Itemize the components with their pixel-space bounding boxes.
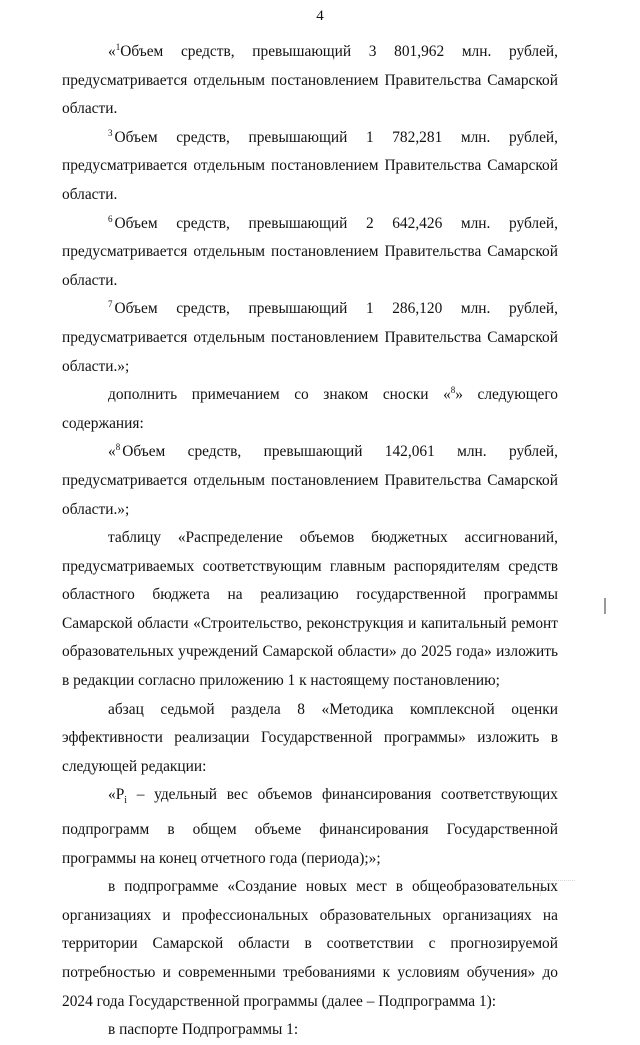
subprogram-paragraph: в подпрограмме «Создание новых мест в общеобразовательных организациях и профессиональных образовательных организациях на территории Самарской области в соответствии с прогнозируемой потребностью и современными требованиями к условиям обучения» до 2024 года Государственной программы (далее – Подпрограмма 1): [62, 878, 558, 1010]
footnote-3-paragraph [62, 124, 558, 210]
paragraph-text-after: » следующего содержания: [62, 386, 558, 432]
footnote-marker: 1 [115, 42, 121, 52]
page-number: 4 [316, 8, 324, 24]
footnote-marker: 8 [450, 385, 456, 396]
paragraph-text-before: «P [108, 786, 125, 804]
footnote-marker: 7 [108, 299, 113, 310]
subscript: i [124, 795, 128, 807]
footnote-marker: 8 [115, 442, 121, 453]
opening-quote: « [108, 443, 116, 461]
footnote-6-paragraph [62, 210, 558, 296]
scan-speck [535, 880, 575, 887]
paragraph-text: Объем средств, превышающий 1 286,120 млн. рублей, предусматривается отдельным постановлением Правительства Самарской области.»; [62, 300, 558, 375]
section-8-paragraph: абзац седьмой раздела 8 «Методика комплексной оценки эффективности реализации Государственной программы» изложить в следующей редакции: [62, 700, 558, 775]
paragraph-text-after: – удельный вес объемов финансирования соответствующих подпрограмм в общем объеме финансирования Государственной программы на конец отчетного года (периода);»; [62, 786, 558, 867]
pi-definition-paragraph [62, 781, 558, 873]
add-note-paragraph [62, 381, 558, 438]
paragraph-text: Объем средств, превышающий 3 801,962 млн. рублей, предусматривается отдельным постановлением Правительства Самарской области. [62, 43, 558, 118]
scan-mark [604, 598, 606, 614]
table-paragraph: таблицу «Распределение объемов бюджетных ассигнований, предусматриваемых соответствующим главным распорядителям средств областного бюджета на реализацию государственной программы Самарской области «Строительство, реконструкция и капитальный ремонт образовательных учреждений Самарской области» до 2025 года» изложить в редакции согласно приложению 1 к настоящему постановлению; [62, 529, 558, 690]
paragraph-text: Объем средств, превышающий 2 642,426 млн. рублей, предусматривается отдельным постановлением Правительства Самарской области. [62, 214, 558, 289]
paragraph-text: Объем средств, превышающий 1 782,281 млн. рублей, предусматривается отдельным постановлением Правительства Самарской области. [62, 128, 558, 203]
opening-quote: « [108, 43, 116, 60]
footnote-8-paragraph [62, 438, 558, 524]
paragraph-text-before: дополнить примечанием со знаком сноски « [108, 386, 451, 404]
footnote-7-paragraph [62, 295, 558, 381]
passport-paragraph: в паспорте Подпрограммы 1: [108, 1021, 299, 1039]
paragraph-text: Объем средств, превышающий 142,061 млн. рублей, предусматривается отдельным постановлением Правительства Самарской области.»; [62, 443, 558, 518]
scan-speck [540, 888, 549, 896]
footnote-marker: 6 [108, 213, 113, 224]
document-body [62, 38, 558, 1045]
footnote-1-paragraph [62, 38, 558, 124]
footnote-marker: 3 [108, 127, 113, 138]
